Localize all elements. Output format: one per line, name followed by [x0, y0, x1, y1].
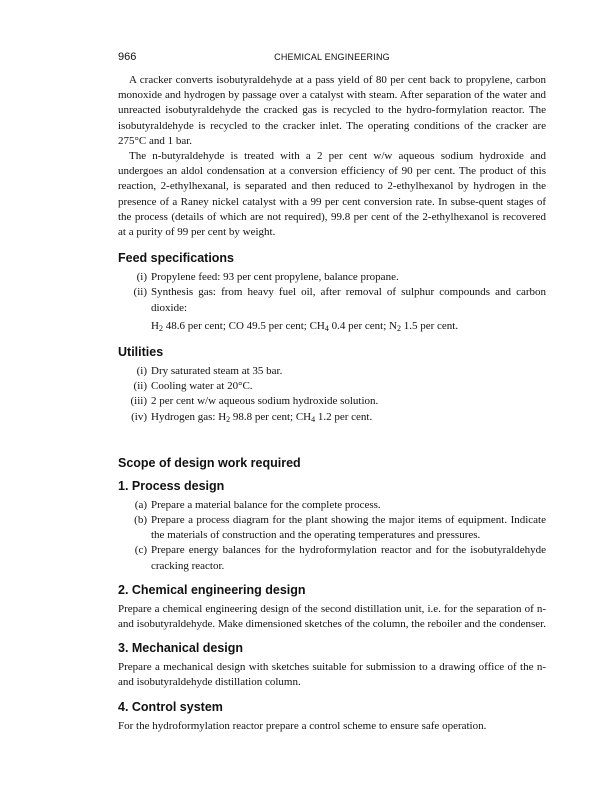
scope-heading: Scope of design work required — [118, 455, 301, 470]
utilities-list — [118, 364, 546, 425]
feed-item — [118, 285, 546, 315]
utility-item — [118, 410, 546, 425]
item-number: (iii) — [130, 395, 147, 408]
control-system-heading: 4. Control system — [118, 699, 223, 714]
process-design-item — [118, 498, 546, 513]
control-system-text: For the hydroformylation reactor prepare a control scheme to ensure safe operation. — [118, 719, 487, 732]
item-text: Prepare energy balances for the hydroformylation reactor and for the isobutyraldehyde cracking reactor. — [151, 544, 546, 572]
item-number: (i) — [136, 271, 147, 284]
process-design-item — [118, 543, 546, 573]
chemical-engineering-design-text: Prepare a chemical engineering design of the second distillation unit, i.e. for the separation of n- and isobutyraldehyde. Make dimensioned sketches of the column, the reboiler and the condenser. — [118, 602, 546, 631]
item-text: Prepare a process diagram for the plant showing the major items of equipment. Indicate the materials of construction and the operating temperatures and pressures. — [151, 514, 546, 542]
synthesis-gas-composition: $H_2$ 48.6 per cent; CO 49.5 per cent; $CH_4$ 0.4 per cent; $N_2$ 1.5 per cent. — [151, 319, 459, 333]
mechanical-design-text: Prepare a mechanical design with sketches suitable for submission to a drawing office of the n- and isobutyraldehyde distillation column. — [118, 661, 546, 689]
utilities-heading: Utilities — [118, 345, 164, 360]
item-number: (ii) — [133, 380, 147, 393]
page-content — [118, 73, 546, 734]
feed-specifications-heading: Feed specifications — [118, 251, 235, 266]
item-text: Dry saturated steam at 35 bar. — [151, 365, 283, 378]
utility-item — [118, 364, 546, 379]
running-head: CHEMICAL ENGINEERING — [274, 52, 390, 62]
feed-list — [118, 270, 546, 316]
page-number: 966 — [118, 51, 137, 63]
process-design-heading: 1. Process design — [118, 478, 225, 493]
item-number: (c) — [134, 544, 147, 557]
item-number: (i) — [136, 365, 147, 378]
item-text: Propylene feed: 93 per cent propylene, balance propane. — [151, 271, 399, 284]
process-design-list — [118, 498, 546, 574]
item-number: (b) — [134, 514, 147, 527]
item-number: (iv) — [131, 410, 147, 423]
utility-item — [118, 379, 546, 394]
feed-item — [118, 270, 546, 285]
item-number: (a) — [134, 498, 147, 511]
page-header — [118, 51, 546, 65]
chemical-engineering-design-heading: 2. Chemical engineering design — [118, 582, 306, 597]
item-text: 2 per cent w/w aqueous sodium hydroxide solution. — [151, 395, 379, 408]
intro-paragraph-1: A cracker converts isobutyraldehyde at a pass yield of 80 per cent back to propylene, carbon monoxide and hydrogen by passage over a catalyst with steam. After separation of the water and unreacted isobutyraldehyde the cracked gas is recycled to the hydro-formylation reactor. The isobutyraldehyde is recycled to the cracker inlet. The operating conditions of the cracker are 275°C and 1 bar. — [118, 74, 546, 147]
mechanical-design-heading: 3. Mechanical design — [118, 641, 244, 656]
process-design-item — [118, 513, 546, 543]
utility-item — [118, 394, 546, 409]
item-number: (ii) — [133, 286, 147, 299]
intro-paragraph-2: The n-butyraldehyde is treated with a 2 per cent w/w aqueous sodium hydroxide and undergoes an aldol condensation at a conversion efficiency of 90 per cent. The product of this reaction, 2-ethylhexanal, is separated and then reduced to 2-ethylhexanol by hydrogen in the presence of a Raney nickel catalyst with a 99 per cent conversion rate. In subse-quent stages of the process (details of which are not required), 99.8 per cent of the 2-ethylhexanol is recovered at a purity of 99 per cent by weight. — [118, 150, 546, 239]
item-text: Synthesis gas: from heavy fuel oil, after removal of sulphur compounds and carbon dioxide: — [151, 286, 546, 314]
item-text: Cooling water at 20°C. — [151, 380, 253, 393]
item-text: Hydrogen gas: $H_2$ 98.8 per cent; $CH_4$ 1.2 per cent. — [151, 410, 373, 424]
item-text: Prepare a material balance for the complete process. — [151, 498, 381, 511]
